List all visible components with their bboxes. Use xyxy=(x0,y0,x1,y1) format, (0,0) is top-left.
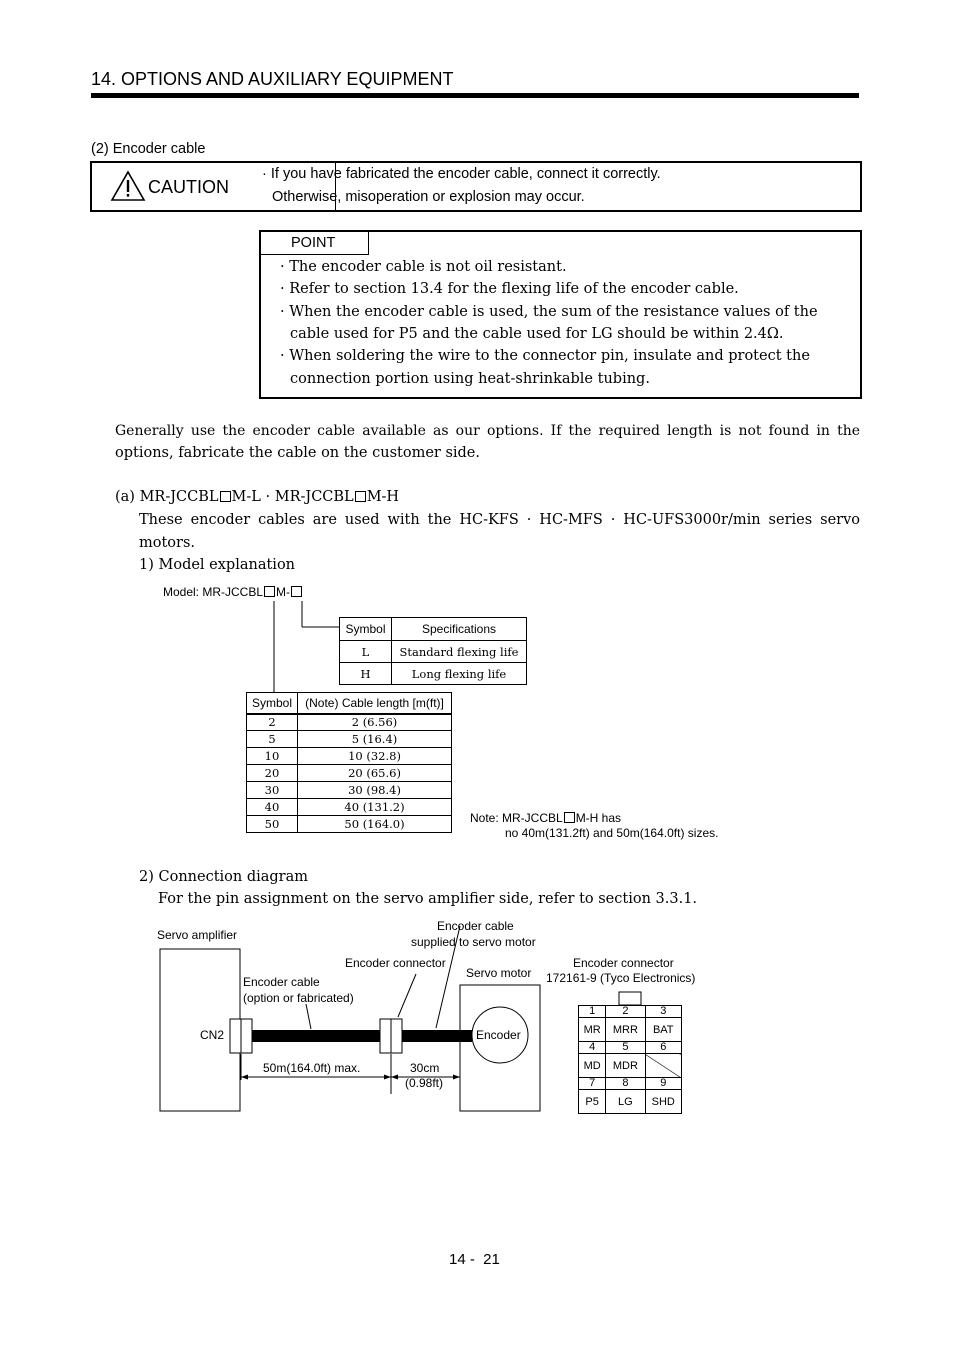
length-cell: 2 xyxy=(247,714,298,731)
model-label-part-2: M- xyxy=(276,585,291,599)
encoder-cable-top-label-2: supplied to servo motor xyxy=(411,935,536,949)
servo-amplifier-label: Servo amplifier xyxy=(157,928,238,942)
length-cell: 5 xyxy=(247,731,298,748)
subsection-a-desc-line-1: These encoder cables are used with the HC-KFS · HC-MFS · HC-UFS3000r/min series servo xyxy=(139,512,860,528)
length-header-symbol: Symbol xyxy=(247,693,298,714)
pin-signal: MD xyxy=(579,1054,606,1078)
encoder-cable-left-label-1: Encoder cable xyxy=(243,975,320,989)
length-cell: 5 (16.4) xyxy=(298,731,452,748)
pin-number: 7 xyxy=(579,1078,606,1090)
encoder-cable-top-label-1: Encoder cable xyxy=(437,919,514,933)
length-cell: 40 (131.2) xyxy=(298,799,452,816)
caution-text-line-1: · If you have fabricated the encoder cable, connect it correctly. xyxy=(262,166,661,182)
pin-number: 6 xyxy=(645,1042,682,1054)
length-cell: 2 (6.56) xyxy=(298,714,452,731)
pin-signal: MRR xyxy=(606,1018,645,1042)
caution-text-line-2: Otherwise, misoperation or explosion may occur. xyxy=(272,189,585,205)
spec-header-symbol: Symbol xyxy=(340,618,392,641)
length-max-label: 50m(164.0ft) max. xyxy=(263,1061,361,1075)
point-line-4: cable used for P5 and the cable used for LG should be within 2.4Ω. xyxy=(290,326,784,342)
connector-key xyxy=(619,992,641,1005)
model-explanation-heading: 1) Model explanation xyxy=(139,557,296,573)
point-line-3: · When the encoder cable is used, the sum of the resistance values of the xyxy=(280,304,818,320)
encoder-cable-option xyxy=(252,1030,380,1042)
spec-cell: H xyxy=(340,663,392,685)
intro-line-2: options, fabricate the cable on the customer side. xyxy=(115,445,480,461)
point-line-2: · Refer to section 13.4 for the flexing life of the encoder cable. xyxy=(280,281,739,297)
model-note-line-2: no 40m(131.2ft) and 50m(164.0ft) sizes. xyxy=(505,826,719,840)
length-short-label-1: 30cm xyxy=(410,1061,440,1075)
connector-title-1: Encoder connector xyxy=(573,956,674,970)
model-label-part-1: Model: MR-JCCBL xyxy=(163,585,264,599)
point-line-5: · When soldering the wire to the connector pin, insulate and protect the xyxy=(280,348,810,364)
point-label: POINT xyxy=(291,235,336,251)
pin-number: 9 xyxy=(645,1078,682,1090)
subsection-a-desc-line-2: motors. xyxy=(139,535,196,551)
pin-signal: BAT xyxy=(645,1018,682,1042)
caution-label: CAUTION xyxy=(148,177,229,197)
servo-motor-label: Servo motor xyxy=(466,966,532,980)
length-cell: 20 (65.6) xyxy=(298,765,452,782)
subsection-a-heading-part-3: M-H xyxy=(366,489,400,505)
length-cell: 40 xyxy=(247,799,298,816)
pin-number: 2 xyxy=(606,1006,645,1018)
pin-number: 5 xyxy=(606,1042,645,1054)
pin-number: 3 xyxy=(645,1006,682,1018)
connector-title-2: 172161-9 (Tyco Electronics) xyxy=(546,971,696,985)
pin-number: 4 xyxy=(579,1042,606,1054)
connection-diagram-desc: For the pin assignment on the servo amplifier side, refer to section 3.3.1. xyxy=(158,891,698,907)
model-note-part-1: Note: MR-JCCBL xyxy=(470,811,563,825)
length-cell: 30 xyxy=(247,782,298,799)
length-cell: 10 (32.8) xyxy=(298,748,452,765)
subsection-a-heading-part-1: (a) MR-JCCBL xyxy=(115,489,219,505)
pin-signal: P5 xyxy=(579,1090,606,1114)
subsection-a-heading-part-2: M-L · MR-JCCBL xyxy=(231,489,354,505)
pin-signal: SHD xyxy=(645,1090,682,1114)
encoder-label: Encoder xyxy=(476,1028,521,1042)
point-line-6: connection portion using heat-shrinkable tubing. xyxy=(290,371,650,387)
length-cell: 10 xyxy=(247,748,298,765)
spec-cell: L xyxy=(340,641,392,663)
length-short-label-2: (0.98ft) xyxy=(405,1076,444,1090)
spec-cell: Standard flexing life xyxy=(392,641,527,663)
pin-unused xyxy=(645,1054,682,1078)
spec-header-specifications: Specifications xyxy=(392,618,527,641)
pin-number: 1 xyxy=(579,1006,606,1018)
length-cell: 30 (98.4) xyxy=(298,782,452,799)
chapter-title: 14. OPTIONS AND AUXILIARY EQUIPMENT xyxy=(91,69,454,89)
connection-diagram-heading: 2) Connection diagram xyxy=(139,869,309,885)
encoder-cable-motor xyxy=(402,1030,472,1042)
encoder-connector-label: Encoder connector xyxy=(345,956,446,970)
pin-signal: LG xyxy=(606,1090,645,1114)
page-number: 14 - 21 xyxy=(449,1251,500,1268)
point-line-1: · The encoder cable is not oil resistant. xyxy=(280,259,567,275)
length-header-cable-length: (Note) Cable length [m(ft)] xyxy=(298,693,452,714)
spec-cell: Long flexing life xyxy=(392,663,527,685)
model-note-part-2: M-H has xyxy=(575,811,622,825)
intro-line-1: Generally use the encoder cable available as our options. If the required length is not found in the xyxy=(115,423,860,439)
encoder-cable-left-label-2: (option or fabricated) xyxy=(243,991,354,1005)
pin-signal: MDR xyxy=(606,1054,645,1078)
length-cell: 50 xyxy=(247,816,298,833)
encoder-pin-table xyxy=(578,1005,682,1114)
pin-number: 8 xyxy=(606,1078,645,1090)
length-cell: 20 xyxy=(247,765,298,782)
section-heading: (2) Encoder cable xyxy=(91,141,206,157)
cn2-label: CN2 xyxy=(200,1028,225,1042)
length-cell: 50 (164.0) xyxy=(298,816,452,833)
pin-signal: MR xyxy=(579,1018,606,1042)
